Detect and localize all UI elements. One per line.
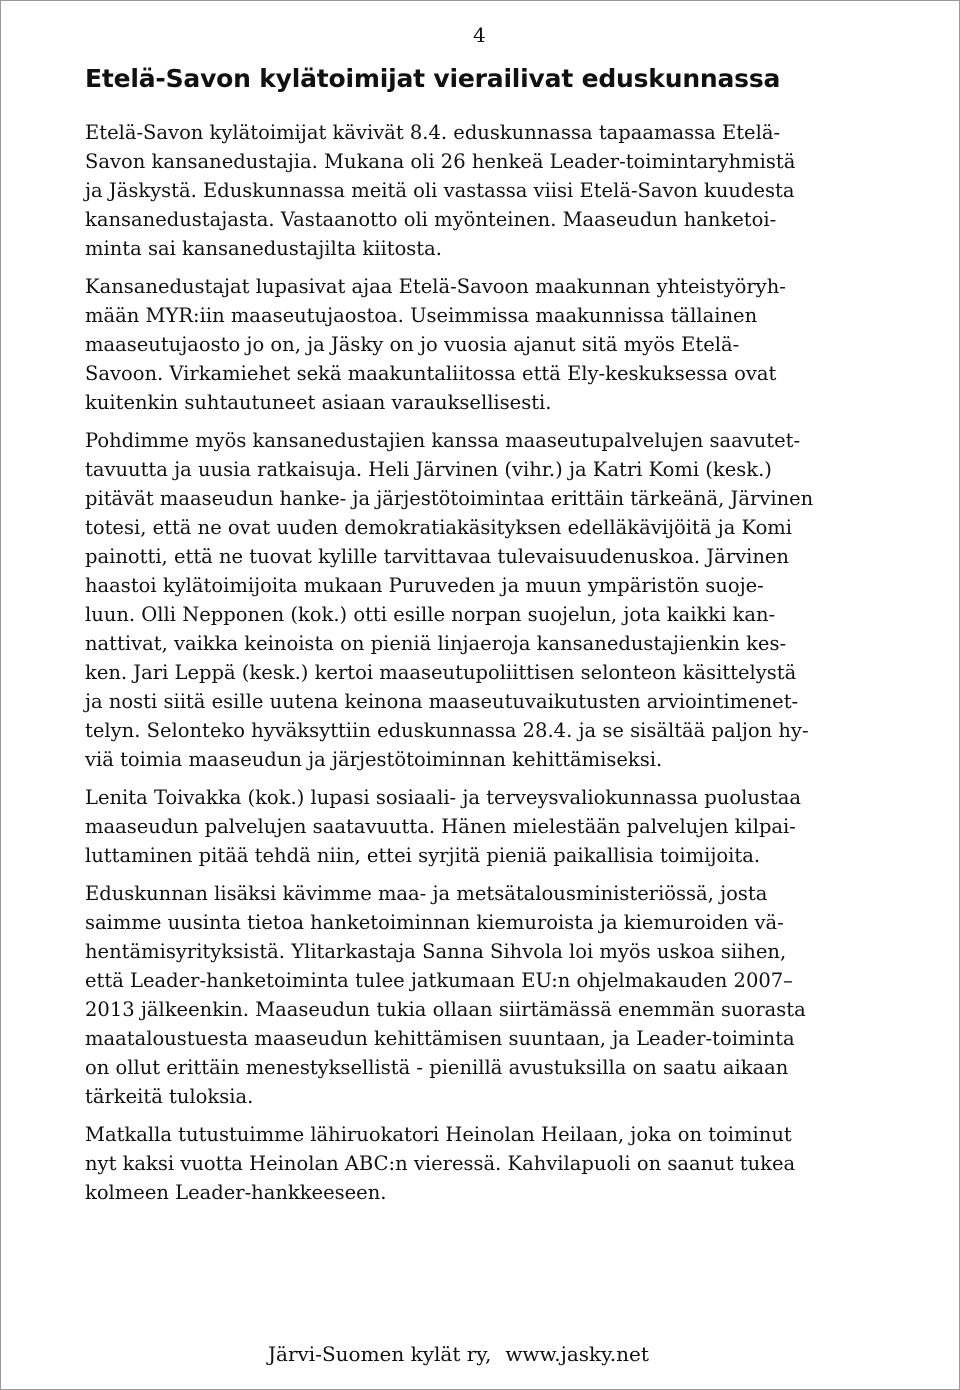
text-line: maataloustuesta maaseudun kehittämisen suuntaan, ja Leader-toiminta — [85, 1027, 795, 1050]
paragraph — [85, 879, 885, 1111]
text-line: nyt kaksi vuotta Heinolan ABC:n vieressä. Kahvilapuoli on saanut tukea — [85, 1152, 796, 1175]
text-line: Lenita Toivakka (kok.) lupasi sosiaali- ja terveysvaliokunnassa puolustaa — [85, 786, 801, 809]
text-line: kuitenkin suhtautuneet asiaan varauksellisesti. — [85, 391, 552, 414]
text-line: maaseutujaosto jo on, ja Jäsky on jo vuosia ajanut sitä myös Etelä- — [85, 333, 740, 356]
text-line: Pohdimme myös kansanedustajien kanssa maaseutupalvelujen saavutet- — [85, 429, 801, 452]
text-line: mään MYR:iin maaseutujaostoa. Useimmissa maakunnissa tällainen — [85, 304, 758, 327]
text-line: haastoi kylätoimijoita mukaan Puruveden ja muun ympäristön suoje- — [85, 574, 764, 597]
paragraph — [85, 426, 885, 774]
page-number: 4 — [473, 23, 486, 47]
text-line: että Leader-hanketoiminta tulee jatkumaan EU:n ohjelmakauden 2007– — [85, 969, 793, 992]
text-line: 2013 jälkeenkin. Maaseudun tukia ollaan siirtämässä enemmän suorasta — [85, 998, 806, 1021]
text-line: hentämisyrityksistä. Ylitarkastaja Sanna Sihvola loi myös uskoa siihen, — [85, 940, 787, 963]
text-line: Savon kansanedustajia. Mukana oli 26 henkeä Leader-toimintaryhmistä — [85, 150, 796, 173]
text-line: tavuutta ja uusia ratkaisuja. Heli Järvinen (vihr.) ja Katri Komi (kesk.) — [85, 458, 772, 481]
text-line: nattivat, vaikka keinoista on pieniä linjaeroja kansanedustajienkin kes- — [85, 632, 787, 655]
text-line: pitävät maaseudun hanke- ja järjestötoimintaa erittäin tärkeänä, Järvinen — [85, 487, 814, 510]
footer-website: www.jasky.net — [505, 1342, 649, 1366]
text-line: painotti, että ne tuovat kylille tarvittavaa tulevaisuudenuskoa. Järvinen — [85, 545, 789, 568]
text-line: kansanedustajasta. Vastaanotto oli myönteinen. Maaseudun hanketoi- — [85, 208, 777, 231]
text-line: minta sai kansanedustajilta kiitosta. — [85, 237, 442, 260]
page-footer — [268, 1342, 649, 1366]
text-line: telyn. Selonteko hyväksyttiin eduskunnassa 28.4. ja se sisältää paljon hy- — [85, 719, 809, 742]
article-body — [85, 118, 885, 1216]
text-line: on ollut erittäin menestyksellistä - pienillä avustuksilla on saatu aikaan — [85, 1056, 789, 1079]
paragraph — [85, 1120, 885, 1207]
text-line: totesi, että ne ovat uuden demokratiakäsityksen edelläkävijöitä ja Komi — [85, 516, 793, 539]
text-line: Etelä-Savon kylätoimijat kävivät 8.4. eduskunnassa tapaamassa Etelä- — [85, 121, 781, 144]
footer-organization: Järvi-Suomen kylät ry, — [268, 1342, 492, 1366]
text-line: tärkeitä tuloksia. — [85, 1085, 254, 1108]
text-line: Matkalla tutustuimme lähiruokatori Heinolan Heilaan, joka on toiminut — [85, 1123, 792, 1146]
article-title: Etelä-Savon kylätoimijat vierailivat eduskunnassa — [85, 64, 781, 93]
text-line: ken. Jari Leppä (kesk.) kertoi maaseutupoliittisen selonteon käsittelystä — [85, 661, 797, 684]
text-line: Eduskunnan lisäksi kävimme maa- ja metsätalousministeriössä, josta — [85, 882, 768, 905]
text-line: saimme uusinta tietoa hanketoiminnan kiemuroista ja kiemuroiden vä- — [85, 911, 784, 934]
text-line: luun. Olli Nepponen (kok.) otti esille norpan suojelun, jota kaikki kan- — [85, 603, 776, 626]
paragraph — [85, 272, 885, 417]
text-line: ja Jäskystä. Eduskunnassa meitä oli vastassa viisi Etelä-Savon kuudesta — [85, 179, 795, 202]
paragraph — [85, 783, 885, 870]
text-line: ja nosti siitä esille uutena keinona maaseutuvaikutusten arviointimenet- — [85, 690, 799, 713]
text-line: kolmeen Leader-hankkeeseen. — [85, 1181, 387, 1204]
text-line: Kansanedustajat lupasivat ajaa Etelä-Savoon maakunnan yhteistyöryh- — [85, 275, 786, 298]
paragraph — [85, 118, 885, 263]
text-line: luttaminen pitää tehdä niin, ettei syrjitä pieniä paikallisia toimijoita. — [85, 844, 761, 867]
text-line: Savoon. Virkamiehet sekä maakuntaliitossa että Ely-keskuksessa ovat — [85, 362, 777, 385]
text-line: viä toimia maaseudun ja järjestötoiminnan kehittämiseksi. — [85, 748, 663, 771]
text-line: maaseudun palvelujen saatavuutta. Hänen mielestään palvelujen kilpai- — [85, 815, 796, 838]
